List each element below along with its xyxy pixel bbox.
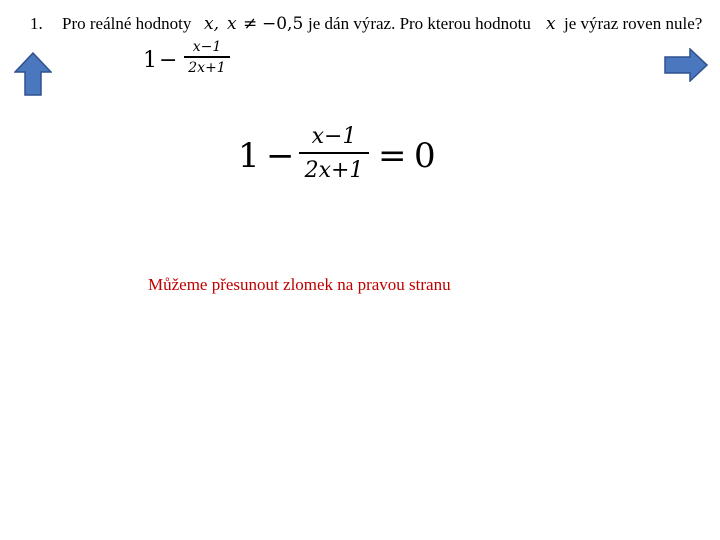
- question-text-after: je výraz roven nule?: [564, 14, 703, 33]
- small-expr-one: 1: [143, 48, 157, 73]
- small-expression: [143, 38, 243, 86]
- question-var-x3: x: [546, 14, 556, 34]
- nav-next-button[interactable]: [664, 48, 708, 82]
- small-expr-denominator: 2x+1: [188, 59, 226, 76]
- main-equation: [232, 122, 442, 194]
- equation-equals: =: [378, 136, 407, 176]
- equation-minus: −: [266, 136, 295, 176]
- small-expr-numerator: x−1: [192, 39, 222, 55]
- note-text: Můžeme přesunout zlomek na pravou stranu: [148, 275, 451, 294]
- equation-denominator: 2x+1: [304, 158, 364, 183]
- small-expr-fraction: [183, 38, 231, 78]
- question-text-middle: je dán výraz. Pro kterou hodnotu: [308, 14, 531, 33]
- equation-numerator: x−1: [311, 124, 357, 149]
- equation-one: 1: [238, 136, 260, 176]
- question-var-x: x,: [204, 14, 219, 34]
- small-expr-minus: −: [159, 48, 178, 73]
- equation-rhs: 0: [414, 136, 436, 176]
- question-text-before: Pro reálné hodnoty: [62, 14, 192, 33]
- question-text: [30, 14, 720, 40]
- nav-up-button[interactable]: [14, 52, 52, 96]
- arrow-up-icon: [14, 52, 52, 96]
- equation-fraction: [298, 122, 370, 188]
- question-number: 1.: [30, 14, 43, 33]
- question-neq: ≠: [243, 14, 258, 34]
- question-value: −0,5: [262, 14, 304, 34]
- question-var-x2: x: [227, 14, 237, 34]
- arrow-right-icon: [664, 48, 708, 82]
